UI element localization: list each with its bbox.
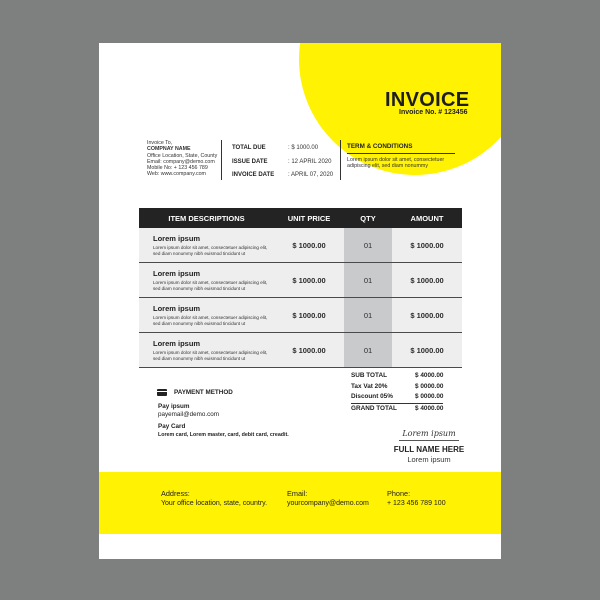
quantity: 01 [344,263,392,297]
item-description: Lorem ipsum dolor sit amet, consectetuer adipiscing elit, sed diam nonummy nibh euismod tincidunt ut [153,245,268,256]
email-value: yourcompany@demo.com [287,499,369,507]
item-cell [139,263,274,297]
phone-label: Phone: [387,489,411,498]
meta-value: : 12 APRIL 2020 [288,158,332,165]
item-name: Lorem ipsum [153,339,201,348]
totals-block [351,371,443,414]
email-label: Email: [287,489,308,498]
meta-value: : $ 1000.00 [288,145,319,151]
total-label: Tax Vat 20% [351,382,388,390]
company-line: Office Location, State, County [147,152,218,159]
table-row [139,298,462,333]
meta-row [232,156,333,170]
address-value: Your office location, state, country. [161,499,268,507]
invoice-number: Invoice No. # 123456 [399,109,468,116]
column-header: UNIT PRICE [287,213,331,223]
paypal-label: Pay ipsum [158,403,190,410]
card-label: Pay Card [158,423,186,430]
total-label: SUB TOTAL [351,372,387,379]
footer-band [99,472,501,534]
item-cell [139,298,274,332]
meta-label: INVOICE DATE [232,172,275,178]
item-cell [139,333,274,367]
company-line: Mobile No: + 123 456 789 [147,165,208,172]
card-text: Lorem card, Lorem master, card, debit card, creadit. [158,432,289,438]
item-description: Lorem ipsum dolor sit amet, consectetuer adipiscing elit, sed diam nonummy nibh euismod tincidunt ut [153,315,268,326]
column-header: ITEM DESCRIPTIONS [168,213,245,223]
total-label: Discount 05% [351,393,393,400]
invoice-to-block [147,140,217,178]
table-row [139,263,462,298]
total-value: $ 4000.00 [415,404,444,412]
company-name: COMPNAY NAME [147,146,191,153]
invoice-page [99,43,501,559]
amount: $ 1000.00 [392,263,462,297]
amount: $ 1000.00 [392,298,462,332]
unit-price: $ 1000.00 [274,333,344,367]
invoice-title: INVOICE [385,89,470,111]
footer-address [161,489,267,508]
table-row [139,228,462,263]
amount: $ 1000.00 [392,333,462,367]
item-description: Lorem ipsum dolor sit amet, consectetuer adipiscing elit, sed diam nonummy nibh euismod tincidunt ut [153,280,268,291]
column-header: QTY [360,213,376,223]
item-name: Lorem ipsum [153,234,201,243]
address-label: Address: [161,489,190,498]
column-header: AMOUNT [410,213,444,223]
invoice-to-label: Invoice To, [147,140,173,146]
divider [221,140,222,180]
phone-value: + 123 456 789 100 [387,499,446,507]
grand-total-row [351,403,443,415]
total-label: GRAND TOTAL [351,404,397,412]
invoice-meta [232,142,333,183]
terms-text: Lorem ipsum dolor sit amet, consectetuer adipiscing elit, sed diam nonummy [347,156,445,170]
item-description: Lorem ipsum dolor sit amet, consectetuer adipiscing elit, sed diam nonummy nibh euismod tincidunt ut [153,350,268,361]
unit-price: $ 1000.00 [274,228,344,262]
quantity: 01 [344,228,392,262]
terms-underline [347,153,455,154]
item-cell [139,228,274,262]
company-line: Web: www.company.com [147,171,206,178]
total-row [351,371,443,382]
payment-title: PAYMENT METHOD [174,389,233,396]
payment-details [158,403,289,439]
items-table [139,208,462,368]
quantity: 01 [344,298,392,332]
terms-title: TERM & CONDITIONS [347,143,413,150]
meta-row [232,142,333,156]
total-value: $ 0000.00 [415,393,444,400]
company-line: Email: company@demo.com [147,158,215,165]
terms-block [347,143,455,170]
total-value: $ 0000.00 [415,382,444,390]
total-row [351,392,443,403]
unit-price: $ 1000.00 [274,263,344,297]
total-row [351,382,443,393]
footer-phone [387,489,446,508]
meta-label: TOTAL DUE [232,145,266,151]
signature-script: Lorem ipsum [402,429,456,438]
paypal-email: payemail@demo.com [158,411,219,418]
divider [340,140,341,180]
footer-email [287,489,369,508]
meta-row [232,169,333,183]
amount: $ 1000.00 [392,228,462,262]
item-name: Lorem ipsum [153,304,201,313]
signature-block [369,429,489,464]
signer-name: FULL NAME HERE [393,444,465,454]
meta-label: ISSUE DATE [232,158,268,165]
total-value: $ 4000.00 [415,372,444,379]
table-row [139,333,462,368]
item-name: Lorem ipsum [153,269,201,278]
meta-value: : APRIL 07, 2020 [288,172,334,178]
table-header [139,208,462,228]
quantity: 01 [344,333,392,367]
signer-role: Lorem ipsum [407,454,451,464]
unit-price: $ 1000.00 [274,298,344,332]
signature-line [399,440,459,441]
credit-card-icon [157,389,167,396]
